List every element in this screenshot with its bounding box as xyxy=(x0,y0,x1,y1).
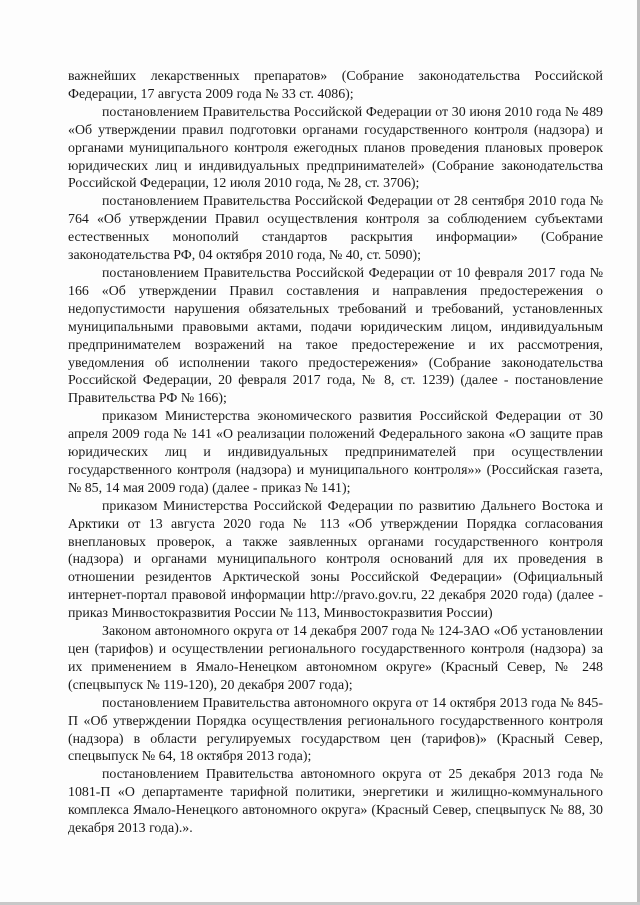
document-body xyxy=(68,68,603,838)
paragraph-law-124-zao: Законом автономного округа от 14 декабря 2007 года № 124-ЗАО «Об установлении цен (тарифов) и осуществлении регионального государственного контроля (надзора) за их применением в Ямало-Ненецком автономном округе» (Красный Север, № 248 (спецвыпуск № 119-120), 20 декабря 2007 года); xyxy=(68,624,603,693)
paragraph-resolution-166: постановлением Правительства Российской Федерации от 10 февраля 2017 года № 166 «Об утверждении Правил составления и направления предостережения о недопустимости нарушения обязательных требований и требований, установленных муниципальными правовыми актами, подачи юридическим лицом, индивидуальным предпринимателем возражений на такое предостережение и их рассмотрения, уведомления об исполнении такого предостережения» (Собрание законодательства Российской Федерации, 20 февраля 2017 года, № 8, ст. 1239) (далее - постановление Правительства РФ № 166); xyxy=(68,265,603,407)
paragraph-resolution-489: постановлением Правительства Российской Федерации от 30 июня 2010 года № 489 «Об утверждении правил подготовки органами государственного контроля (надзора) и органами муниципального контроля ежегодных планов проведения плановых проверок юридических лиц и индивидуальных предпринимателей» (Собрание законодательства Российской Федерации, 12 июля 2010 года, № 28, ст. 3706); xyxy=(68,104,603,192)
paragraph-order-141: приказом Министерства экономического развития Российской Федерации от 30 апреля 2009 года № 141 «О реализации положений Федерального закона «О защите прав юридических лиц и индивидуальных предпринимателей при осуществлении государственного контроля (надзора) и муниципального контроля»» (Российская газета, № 85, 14 мая 2009 года) (далее - приказ № 141); xyxy=(68,409,603,496)
paragraph-resolution-764: постановлением Правительства Российской Федерации от 28 сентября 2010 года № 764 «Об утверждении Правил осуществления контроля за соблюдением субъектами естественных монополий стандартов раскрытия информации» (Собрание законодательства РФ, 04 октября 2010 года, № 40, ст. 5090); xyxy=(68,194,603,264)
paragraph-order-113: приказом Министерства Российской Федерации по развитию Дальнего Востока и Арктики от 13 августа 2020 года № 113 «Об утверждении Порядка согласования внеплановых проверок, а также заявленных органами государственного контроля (надзора) и органами муниципального контроля оснований для их проведения в отношении резидентов Арктической зоны Российской Федерации» (Официальный интернет-портал правовой информации http://pravo.gov.ru, 22 декабря 2020 года) (далее - приказ Минвостокразвития России № 113, Минвостокразвития России) xyxy=(68,498,603,622)
paragraph-continuation: важнейших лекарственных препаратов» (Собрание законодательства Российской Федерации, 17 августа 2009 года № 33 ст. 4086); xyxy=(68,69,603,102)
paragraph-resolution-845-p: постановлением Правительства автономного округа от 14 октября 2013 года № 845-П «Об утверждении Порядка осуществления регионального государственного контроля (надзора) в области регулируемых государством цен (тарифов)» (Красный Север, спецвыпуск № 64, 18 октября 2013 года); xyxy=(68,695,603,765)
paragraph-resolution-1081-p: постановлением Правительства автономного округа от 25 декабря 2013 года № 1081-П «О департаменте тарифной политики, энергетики и жилищно-коммунального комплекса Ямало-Ненецкого автономного округа» (Красный Север, спецвыпуск № 88, 30 декабря 2013 года).». xyxy=(68,767,603,837)
